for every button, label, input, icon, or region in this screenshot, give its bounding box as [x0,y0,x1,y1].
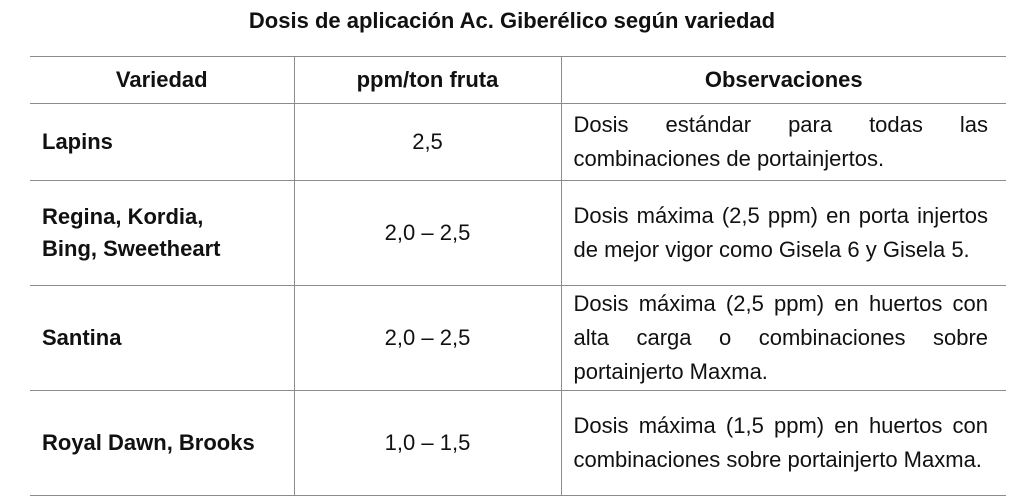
ppm-cell: 1,0 – 1,5 [294,391,561,496]
variedad-cell [30,104,294,181]
variedad-text: Santina [42,325,122,350]
observaciones-cell: Dosis máxima (2,5 ppm) en porta injertos de mejor vigor como Gisela 6 y Gisela 5. [561,181,1006,286]
ppm-cell: 2,5 [294,104,561,181]
observaciones-cell: Dosis máxima (2,5 ppm) en huertos con alta carga o combinaciones sobre portainjerto Maxma. [561,286,1006,391]
ppm-cell: 2,0 – 2,5 [294,286,561,391]
dosage-table [30,56,1006,496]
header-variedad: Variedad [30,57,294,104]
table-row [30,286,1006,391]
table-row [30,181,1006,286]
variedad-text: Lapins [42,129,113,154]
table-row [30,104,1006,181]
table-title: Dosis de aplicación Ac. Giberélico según variedad [248,8,776,33]
header-ppm: ppm/ton fruta [294,57,561,104]
observaciones-cell: Dosis máxima (1,5 ppm) en huertos con combinaciones sobre portainjerto Maxma. [561,391,1006,496]
variedad-text: Bing, Sweetheart [42,236,221,261]
variedad-cell [30,286,294,391]
table-header-row [30,57,1006,104]
table-row [30,391,1006,496]
variedad-cell [30,391,294,496]
variedad-text: Regina, Kordia, [42,204,204,229]
variedad-text: Royal Dawn, Brooks [42,430,255,455]
header-observaciones: Observaciones [561,57,1006,104]
variedad-cell [30,181,294,286]
observaciones-cell: Dosis estándar para todas las combinaciones de portainjertos. [561,104,1006,181]
ppm-cell: 2,0 – 2,5 [294,181,561,286]
